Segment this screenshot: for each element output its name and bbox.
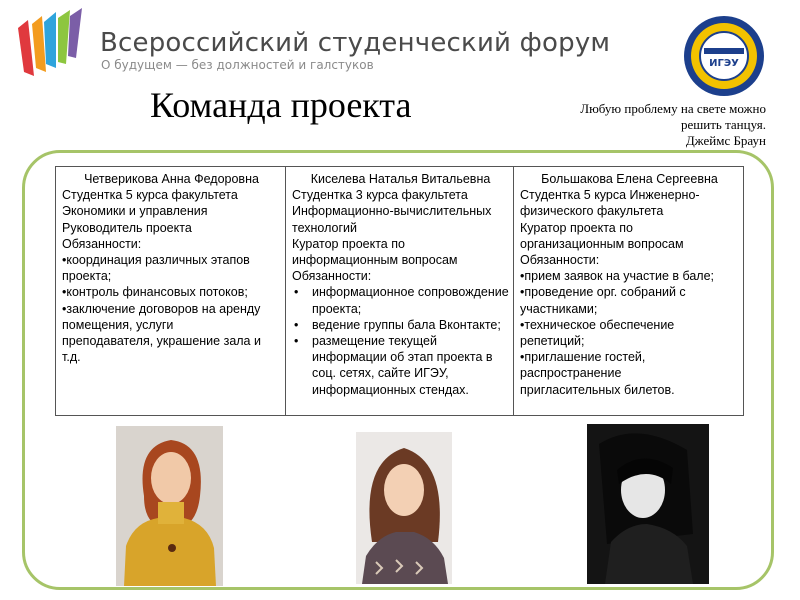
member-info-line: Руководитель проекта <box>62 220 192 235</box>
duty-line: помещения, услуги <box>62 317 174 332</box>
member-info-line: Куратор проекта по <box>292 236 405 251</box>
portrait-image-icon <box>356 432 452 584</box>
member-name: Четверикова Анна Федоровна <box>84 172 259 186</box>
quote-block <box>526 101 766 149</box>
duty-line: •прием заявок на участие в бале; <box>520 269 715 284</box>
duty-line: •контроль финансовых потоков; <box>62 285 248 300</box>
member-info-line: Студентка 5 курса Инженерно- <box>520 188 700 203</box>
duty-line: т.д. <box>62 350 81 365</box>
quote-line: решить танцуя. <box>680 117 766 132</box>
member-name: Большакова Елена Сергеевна <box>541 172 718 186</box>
member-info-line: Обязанности: <box>62 236 142 251</box>
forum-subtitle: О будущем — без должностей и галстуков <box>101 58 374 72</box>
member-info-line: Обязанности: <box>520 253 600 268</box>
member-info-line: физического факультета <box>520 204 664 219</box>
list-item: • информационное сопровождение проекта; <box>292 284 509 316</box>
team-member-cell <box>56 167 286 416</box>
member-photo <box>116 426 223 586</box>
member-info-line: Экономики и управления <box>62 204 208 219</box>
forum-title: Всероссийский студенческий форум <box>100 28 611 58</box>
duty-line: участниками; <box>520 301 598 316</box>
portrait-image-icon <box>587 424 709 584</box>
member-info-line: Обязанности: <box>292 269 372 284</box>
duty-line: преподавателя, украшение зала и <box>62 334 261 349</box>
duty-line: •проведение орг. собраний с <box>520 285 686 300</box>
duties-list <box>292 284 509 397</box>
duty-line: •координация различных этапов <box>62 253 250 268</box>
member-info-line: Студентка 3 курса факультета <box>292 188 468 203</box>
duty-line: пригласительных билетов. <box>520 382 675 397</box>
member-info-line: организационным вопросам <box>520 236 684 251</box>
quote-author: Джеймс Браун <box>685 133 766 148</box>
table-row <box>56 167 744 416</box>
team-member-cell <box>514 167 744 416</box>
member-name: Киселева Наталья Витальевна <box>310 172 491 186</box>
page-title: Команда проекта <box>150 85 412 125</box>
list-item: • размещение текущей информации об этап проекта в соц. сетях, сайте ИГЭУ, информационных стендах. <box>292 333 509 398</box>
list-item: • ведение группы бала Вконтакте; <box>292 317 509 333</box>
duty-line: •заключение договоров на аренду <box>62 301 261 316</box>
member-info-line: информационным вопросам <box>292 253 458 268</box>
member-info-line: Информационно-вычислительных <box>292 204 492 219</box>
duty-line: репетиций; <box>520 334 585 349</box>
team-table <box>55 166 744 416</box>
duty-line: распространение <box>520 366 622 381</box>
member-info-line: Куратор проекта по <box>520 220 633 235</box>
team-member-cell <box>286 167 514 416</box>
portrait-image-icon <box>116 426 223 586</box>
member-info-line: технологий <box>292 220 358 235</box>
duty-line: проекта; <box>62 269 112 284</box>
seal-label: ИГЭУ <box>709 58 739 69</box>
member-photo <box>356 432 452 584</box>
member-photo <box>587 424 709 584</box>
university-seal-icon <box>682 14 766 98</box>
quote-line: Любую проблему на свете можно <box>580 101 766 116</box>
duty-line: •техническое обеспечение <box>520 317 675 332</box>
duty-line: •приглашение гостей, <box>520 350 646 365</box>
member-info-line: Студентка 5 курса факультета <box>62 188 238 203</box>
forum-logo-icon <box>14 6 86 78</box>
